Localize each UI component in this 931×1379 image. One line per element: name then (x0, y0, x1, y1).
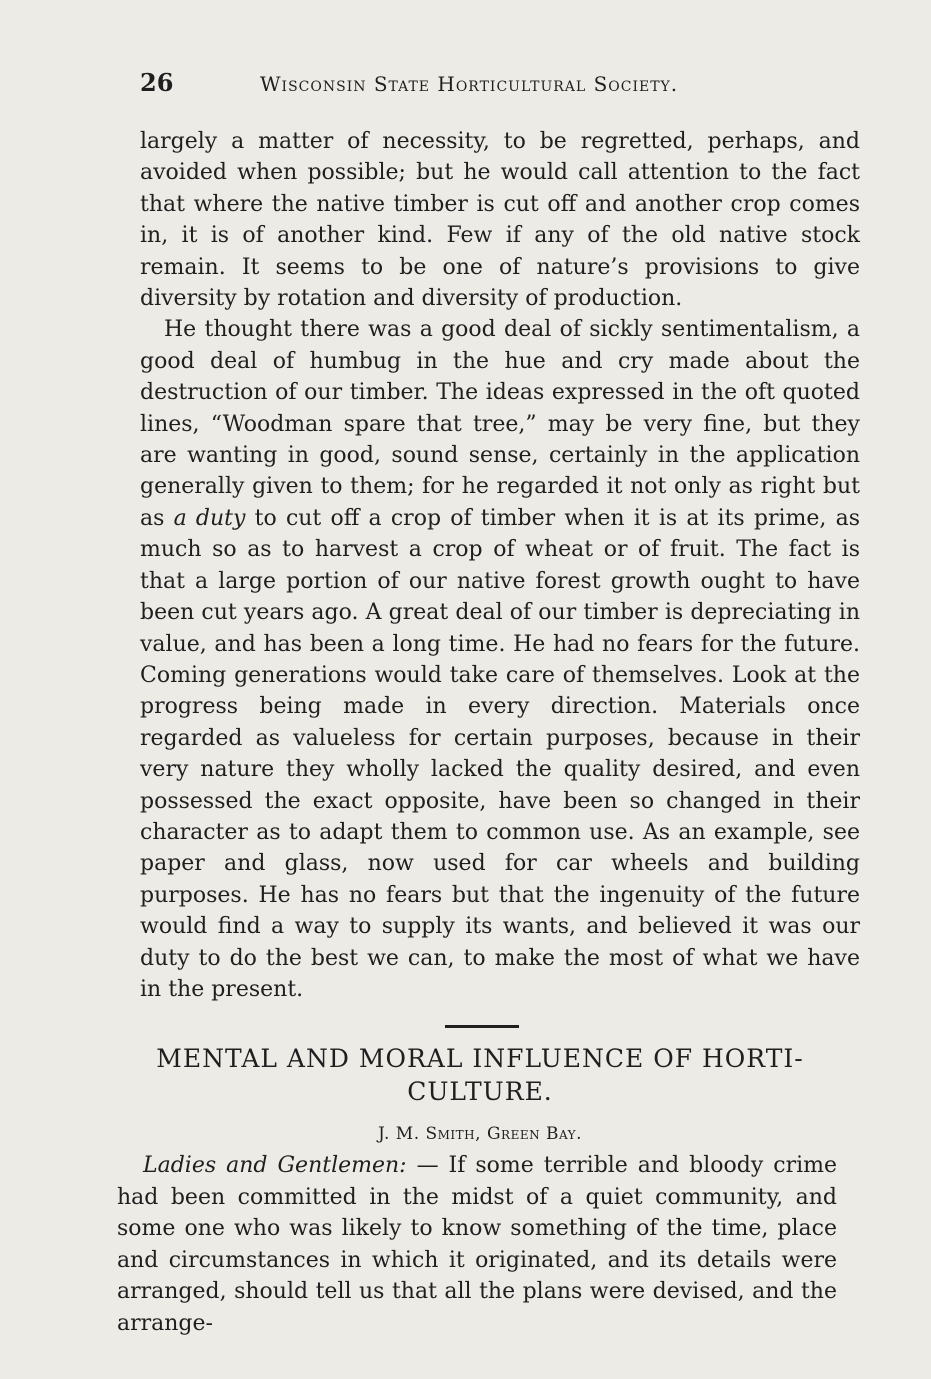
page-number: 26 (140, 68, 174, 97)
title-line: MENTAL AND MORAL INFLUENCE OF HORTI- (156, 1044, 804, 1073)
paragraph: largely a matter of necessity, to be regretted, perhaps, and avoided when possible; but he would call attention to the fact that where the native timber is cut off and another crop comes in, it is of another kind. Few if any of the old native stock remain. It seems to be one of nature’s provisions to give diversity by rotation and diversity of production. (140, 129, 860, 312)
paragraph-text: — If some terrible and bloody crime had been committed in the midst of a quiet community, and some one who was likely to know something of the time, place and circumstances in which it originated, and its details were arranged, should tell us that all the plans were devised, and the arrange- (117, 1153, 838, 1336)
paragraph (140, 314, 860, 1005)
article-author: J. M. Smith, Green Bay. (377, 1124, 582, 1144)
running-title: Wisconsin State Horticultural Society. (260, 72, 679, 96)
title-line: CULTURE. (407, 1077, 553, 1106)
section-divider (445, 1025, 519, 1028)
emphasis-text: a duty (173, 505, 246, 531)
page-header (140, 68, 840, 104)
paragraph (117, 1150, 837, 1340)
paragraph-text: He thought there was a good deal of sickly sentimentalism, a good deal of humbug in the hue and cry made about the destruction of our timber. The ideas expressed in the oft quoted lines, “Woodman spare that tree,” may be very fine, but they are wanting in good, sound sense, certainly in the application generally given to them; for he regarded it not only as right but as (140, 317, 860, 531)
discussion-text (140, 126, 860, 1005)
paragraph-text: to cut off a crop of timber when it is at its prime, as much so as to harvest a crop of wheat or of fruit. The fact is that a large portion of our native forest growth ought to have been cut years ago. A great deal of our timber is depreciating in value, and has been a long time. He had no fears for the future. Coming generations would take care of themselves. Look at the progress being made in every direction. Materials once regarded as valueless for certain purposes, because in their very nature they wholly lacked the quality desired, and even possessed the exact opposite, have been so changed in their character as to adapt them to common use. As an example, see paper and glass, now used for car wheels and building purposes. He has no fears but that the ingenuity of the future would find a way to supply its wants, and believed it was our duty to do the best we can, to make the most of what we have in the present. (140, 505, 860, 1002)
article-text (117, 1150, 837, 1340)
article-title (110, 1042, 850, 1108)
salutation: Ladies and Gentlemen: (143, 1153, 407, 1178)
